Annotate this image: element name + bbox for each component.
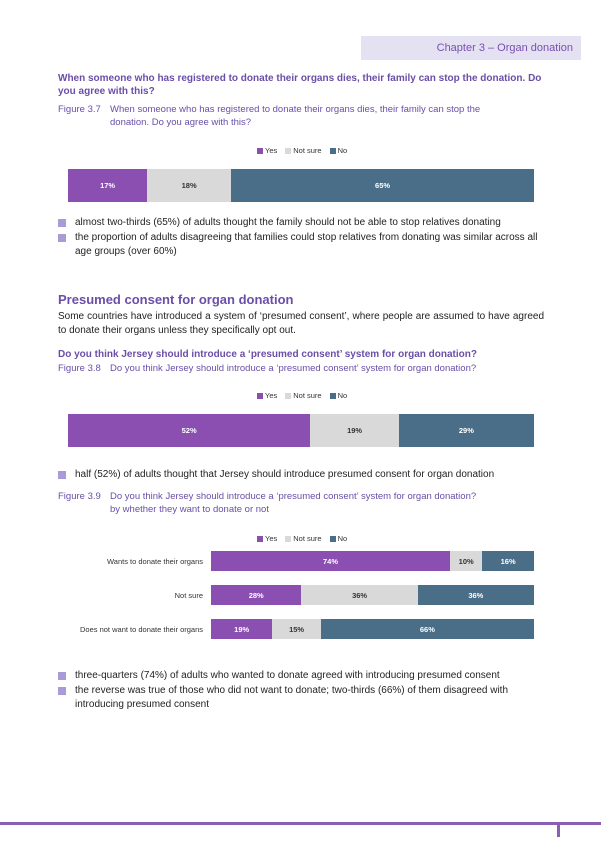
figure-number: Figure 3.8 bbox=[58, 363, 101, 374]
chart-row bbox=[58, 585, 534, 605]
bar-segment-yes: 19% bbox=[211, 619, 272, 639]
footer-tick bbox=[557, 822, 560, 837]
chart-3-8 bbox=[68, 414, 534, 447]
figure-title-line2: donation. Do you agree with this? bbox=[110, 117, 252, 128]
bar-segment-not-sure: 19% bbox=[310, 414, 399, 447]
bar-segment-not-sure: 18% bbox=[147, 169, 231, 202]
legend-not-sure: Not sure bbox=[285, 146, 321, 155]
figure-number: Figure 3.7 bbox=[58, 104, 101, 115]
legend-not-sure: Not sure bbox=[285, 391, 321, 400]
bullets-3 bbox=[58, 669, 548, 713]
bar-segment-no: 65% bbox=[231, 169, 534, 202]
stacked-bar bbox=[68, 414, 534, 447]
stacked-bar bbox=[68, 169, 534, 202]
chart-3-7 bbox=[68, 169, 534, 202]
figure-title-line1: Do you think Jersey should introduce a ‘presumed consent’ system for organ donation? bbox=[110, 491, 477, 502]
figure-3-8-caption bbox=[58, 362, 548, 375]
legend-no: No bbox=[330, 146, 348, 155]
bar-segment-no: 66% bbox=[321, 619, 534, 639]
chart-row bbox=[68, 414, 534, 447]
chapter-header: Chapter 3 – Organ donation bbox=[361, 36, 581, 60]
list-item: almost two-thirds (65%) of adults thought the family should not be able to stop relatives donating bbox=[58, 216, 548, 230]
figure-title-line1: When someone who has registered to donate their organs dies, their family can stop the bbox=[110, 104, 481, 115]
chart-legend bbox=[257, 146, 347, 155]
figure-3-9-caption bbox=[58, 490, 548, 516]
bar-segment-no: 36% bbox=[418, 585, 534, 605]
question-2: Do you think Jersey should introduce a ‘presumed consent’ system for organ donation? bbox=[58, 349, 477, 360]
list-item: half (52%) of adults thought that Jersey should introduce presumed consent for organ donation bbox=[58, 468, 548, 482]
bar-segment-no: 29% bbox=[399, 414, 534, 447]
legend-yes: Yes bbox=[257, 146, 277, 155]
figure-title-line1: Do you think Jersey should introduce a ‘presumed consent’ system for organ donation? bbox=[110, 363, 477, 374]
question-1: When someone who has registered to donate their organs dies, their family can stop the donation. Do you agree with this? bbox=[58, 73, 542, 97]
section-paragraph: Some countries have introduced a system of ‘presumed consent’, where people are assumed to have agreed to donate their organs unless they specifically opt out. bbox=[58, 311, 544, 336]
bar-segment-not-sure: 15% bbox=[272, 619, 320, 639]
chart-row bbox=[58, 551, 534, 571]
stacked-bar bbox=[211, 585, 534, 605]
legend-yes: Yes bbox=[257, 534, 277, 543]
category-label: Not sure bbox=[174, 590, 203, 600]
chart-row bbox=[58, 619, 534, 639]
figure-3-7-caption bbox=[58, 103, 548, 129]
footer-divider bbox=[0, 822, 601, 825]
list-item: the reverse was true of those who did not want to donate; two-thirds (66%) of them disagreed with introducing presumed consent bbox=[58, 684, 548, 712]
legend-yes: Yes bbox=[257, 391, 277, 400]
bar-segment-yes: 28% bbox=[211, 585, 301, 605]
figure-title-line2: by whether they want to donate or not bbox=[110, 504, 269, 515]
chart-3-9 bbox=[58, 551, 534, 653]
section-heading: Presumed consent for organ donation bbox=[58, 292, 294, 307]
legend-no: No bbox=[330, 534, 348, 543]
chart-legend bbox=[257, 391, 347, 400]
bar-segment-yes: 52% bbox=[68, 414, 310, 447]
list-item: the proportion of adults disagreeing that families could stop relatives from donating was similar across all age groups (over 60%) bbox=[58, 231, 548, 259]
figure-number: Figure 3.9 bbox=[58, 491, 101, 502]
bullets-2 bbox=[58, 468, 548, 483]
category-label: Wants to donate their organs bbox=[106, 556, 203, 566]
chart-row bbox=[68, 169, 534, 202]
category-label: Does not want to donate their organs bbox=[80, 624, 203, 634]
stacked-bar bbox=[211, 551, 534, 571]
stacked-bar bbox=[211, 619, 534, 639]
chart-legend bbox=[257, 534, 347, 543]
bar-segment-not-sure: 36% bbox=[301, 585, 417, 605]
list-item: three-quarters (74%) of adults who wanted to donate agreed with introducing presumed consent bbox=[58, 669, 548, 683]
bullets-1 bbox=[58, 216, 548, 260]
bar-segment-not-sure: 10% bbox=[450, 551, 482, 571]
bar-segment-yes: 17% bbox=[68, 169, 147, 202]
bar-segment-yes: 74% bbox=[211, 551, 450, 571]
legend-no: No bbox=[330, 391, 348, 400]
bar-segment-no: 16% bbox=[482, 551, 534, 571]
legend-not-sure: Not sure bbox=[285, 534, 321, 543]
